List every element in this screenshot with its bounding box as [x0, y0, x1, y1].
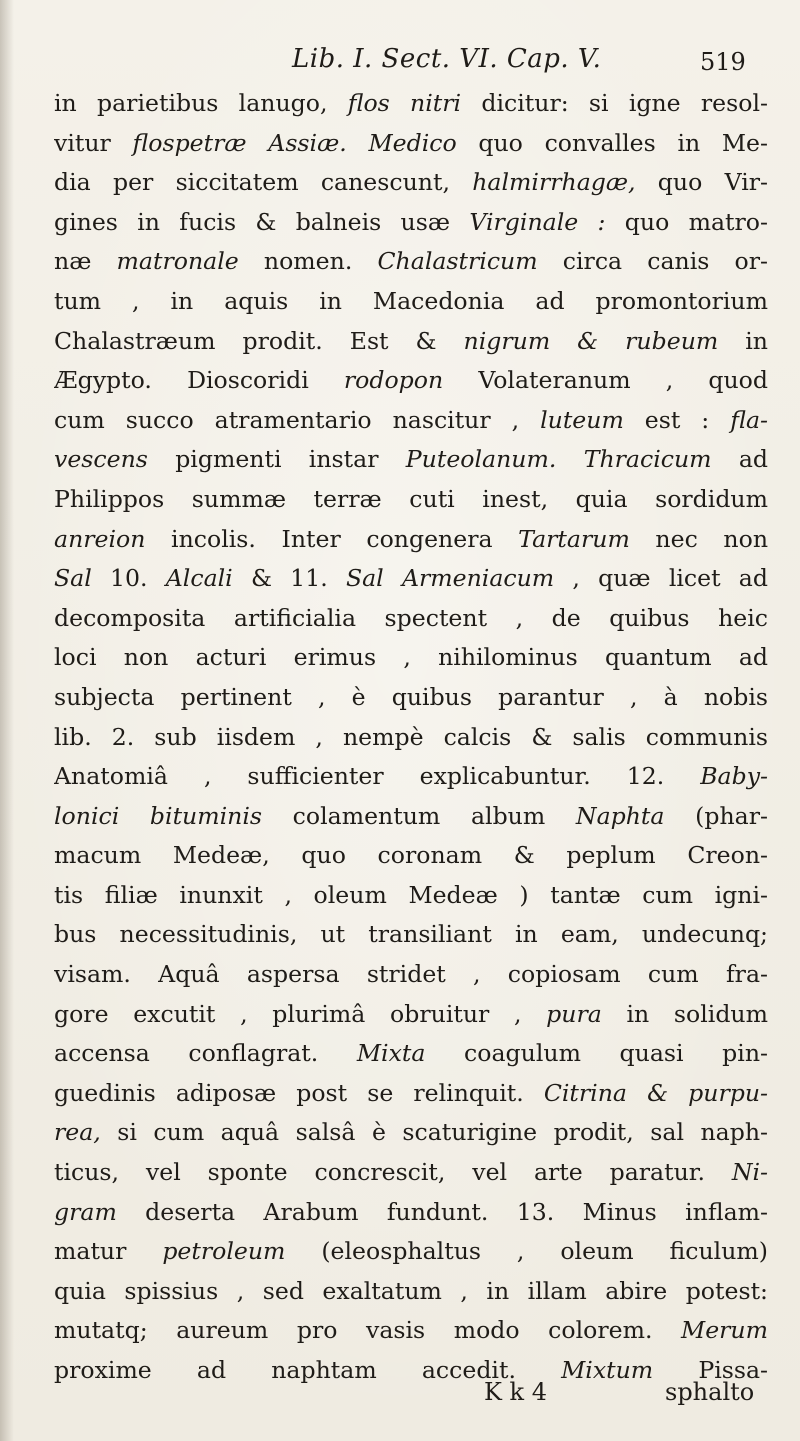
text-line	[54, 282, 768, 322]
text-run: Anatomiâ , sufficienter explicabuntur. 12.	[54, 762, 701, 791]
italic-term: Mixta	[356, 1039, 426, 1068]
text-run: est :	[623, 405, 731, 434]
italic-term: Naphta	[575, 801, 665, 830]
text-run: deserta Arabum fundunt. 13. Minus inflam-	[116, 1197, 768, 1226]
text-run: tis filiæ inunxit , oleum Medeæ ) tantæ cum igni-	[54, 880, 768, 909]
page-number: 519	[700, 48, 746, 76]
text-run: , quæ licet ad	[554, 564, 768, 593]
text-line	[54, 559, 768, 599]
italic-term: Medico	[368, 128, 457, 157]
running-head	[0, 40, 800, 80]
italic-term: Sal Armeniacum	[345, 564, 555, 593]
gutter-shadow	[0, 0, 14, 1441]
text-line	[54, 718, 768, 758]
italic-term: Alcali	[165, 564, 233, 593]
italic-term: petroleum	[162, 1237, 286, 1266]
text-line	[54, 1311, 768, 1351]
text-run: quo matro-	[605, 207, 768, 236]
text-run: nec non	[629, 524, 768, 553]
text-line	[54, 1074, 768, 1114]
text-line	[54, 1034, 768, 1074]
text-run: bus necessitudinis, ut transiliant in eam, undecunq;	[54, 920, 768, 949]
signature-mark: K k 4	[484, 1378, 547, 1406]
italic-term: Merum	[681, 1316, 768, 1345]
text-run: pigmenti instar	[147, 445, 406, 474]
text-run: ad	[711, 445, 768, 474]
text-run: gines in fucis & balneis usæ	[54, 207, 470, 236]
italic-term: flos nitri	[347, 89, 462, 117]
text-line	[54, 1232, 768, 1272]
italic-term: nigrum & rubeum	[463, 326, 719, 355]
text-line	[54, 876, 768, 916]
text-run: vitur	[54, 128, 133, 157]
text-run: & 11.	[232, 564, 346, 593]
text-line	[54, 440, 768, 480]
text-run: quia spissius , sed exaltatum , in illam abire potest:	[54, 1276, 768, 1305]
italic-term: Sal	[54, 564, 92, 593]
italic-term: Mixtum	[561, 1356, 654, 1384]
text-line	[54, 955, 768, 995]
italic-term: Puteolanum.	[405, 445, 557, 474]
text-run: tum , in aquis in Macedonia ad promontorium	[54, 286, 768, 315]
text-run: Pissa-	[653, 1356, 768, 1384]
text-line	[54, 1193, 768, 1233]
text-run: dicitur: si igne resol-	[461, 89, 768, 117]
text-run: colamentum album	[262, 801, 576, 830]
page-footer	[0, 1378, 800, 1418]
italic-term: Ni-	[731, 1158, 768, 1187]
text-run: mutatq; aureum pro vasis modo colorem.	[54, 1316, 682, 1345]
text-run: Ægypto. Dioscoridi	[54, 366, 344, 395]
text-run: si cum aquâ salsâ è scaturigine prodit, sal naph-	[100, 1118, 768, 1147]
text-run: decomposita artificialia spectent , de quibus heic	[54, 603, 768, 632]
text-run: (eleosphaltus , oleum ficulum)	[285, 1237, 768, 1266]
text-run: nomen.	[238, 247, 378, 276]
text-run: quo Vir-	[635, 168, 768, 197]
italic-term: flospetræ Assiæ.	[132, 128, 347, 157]
text-run: quo convalles in Me-	[456, 128, 768, 157]
italic-term: gram	[54, 1197, 117, 1226]
text-line	[54, 1153, 768, 1193]
text-run: næ	[54, 247, 117, 276]
italic-term: Chalastricum	[377, 247, 538, 276]
text-line	[54, 1272, 768, 1312]
italic-term: Virginale :	[469, 207, 606, 236]
text-run	[556, 445, 583, 473]
text-run: macum Medeæ, quo coronam & peplum Creon-	[54, 841, 768, 870]
text-line	[54, 797, 768, 837]
text-run: cum succo atramentario nascitur ,	[54, 405, 541, 434]
italic-term: Tartarum	[518, 524, 630, 553]
italic-term: vescens	[54, 445, 148, 474]
text-run: gore excutit , plurimâ obruitur ,	[54, 999, 547, 1028]
text-run: (phar-	[664, 801, 768, 830]
italic-term: Citrina & purpu-	[543, 1078, 768, 1107]
text-run: accensa conflagrat.	[54, 1039, 357, 1068]
text-run: lib. 2. sub iisdem , nempè calcis & salis communis	[54, 722, 768, 751]
text-line	[54, 401, 768, 441]
text-line	[54, 361, 768, 401]
text-line	[54, 995, 768, 1035]
text-run: visam. Aquâ aspersa stridet , copiosam cum fra-	[54, 960, 768, 989]
text-line	[54, 322, 768, 362]
text-line	[54, 836, 768, 876]
italic-term: matronale	[116, 247, 239, 276]
text-run: subjecta pertinent , è quibus parantur , à nobis	[54, 682, 768, 711]
italic-term: Baby-	[700, 762, 768, 791]
text-line	[54, 915, 768, 955]
text-run	[347, 129, 369, 157]
text-run: Chalastræum prodit. Est &	[54, 326, 464, 355]
text-run: guedinis adiposæ post se relinquit.	[54, 1078, 544, 1107]
text-run: ticus, vel sponte concrescit, vel arte paratur.	[54, 1158, 732, 1187]
text-line	[54, 520, 768, 560]
body-text	[54, 84, 768, 1391]
text-run: matur	[54, 1237, 163, 1266]
text-run: in solidum	[601, 999, 768, 1028]
text-line	[54, 84, 768, 124]
italic-term: pura	[546, 999, 602, 1028]
text-run: Volateranum , quod	[443, 366, 768, 395]
text-line	[54, 757, 768, 797]
italic-term: rodopon	[343, 366, 444, 395]
text-run: in	[718, 326, 768, 355]
italic-term: anreion	[54, 524, 146, 553]
italic-term: rea,	[54, 1118, 101, 1147]
text-run: circa canis or-	[537, 247, 768, 276]
text-line	[54, 163, 768, 203]
text-run: incolis. Inter congenera	[145, 524, 519, 553]
text-line	[54, 599, 768, 639]
text-line	[54, 480, 768, 520]
running-head-title: Lib. I. Sect. VI. Cap. V.	[292, 44, 602, 74]
text-run: Philippos summæ terræ cuti inest, quia sordidum	[54, 484, 768, 513]
text-run: loci non acturi erimus , nihilominus quantum ad	[54, 643, 768, 672]
text-line	[54, 203, 768, 243]
italic-term: Thracicum	[583, 445, 712, 474]
text-line	[54, 678, 768, 718]
text-run: coagulum quasi pin-	[425, 1039, 768, 1068]
text-line	[54, 124, 768, 164]
text-line	[54, 242, 768, 282]
text-run: 10.	[91, 564, 166, 593]
text-line	[54, 638, 768, 678]
text-line	[54, 1113, 768, 1153]
text-run: dia per siccitatem canescunt,	[54, 168, 473, 197]
catchword: sphalto	[665, 1378, 755, 1406]
italic-term: lonici bituminis	[54, 801, 263, 830]
italic-term: fla-	[730, 405, 768, 434]
text-run: proxime ad naphtam accedit.	[54, 1356, 562, 1384]
italic-term: halmirrhagæ,	[472, 168, 636, 197]
italic-term: luteum	[540, 405, 624, 434]
text-run: in parietibus lanugo,	[54, 89, 348, 117]
